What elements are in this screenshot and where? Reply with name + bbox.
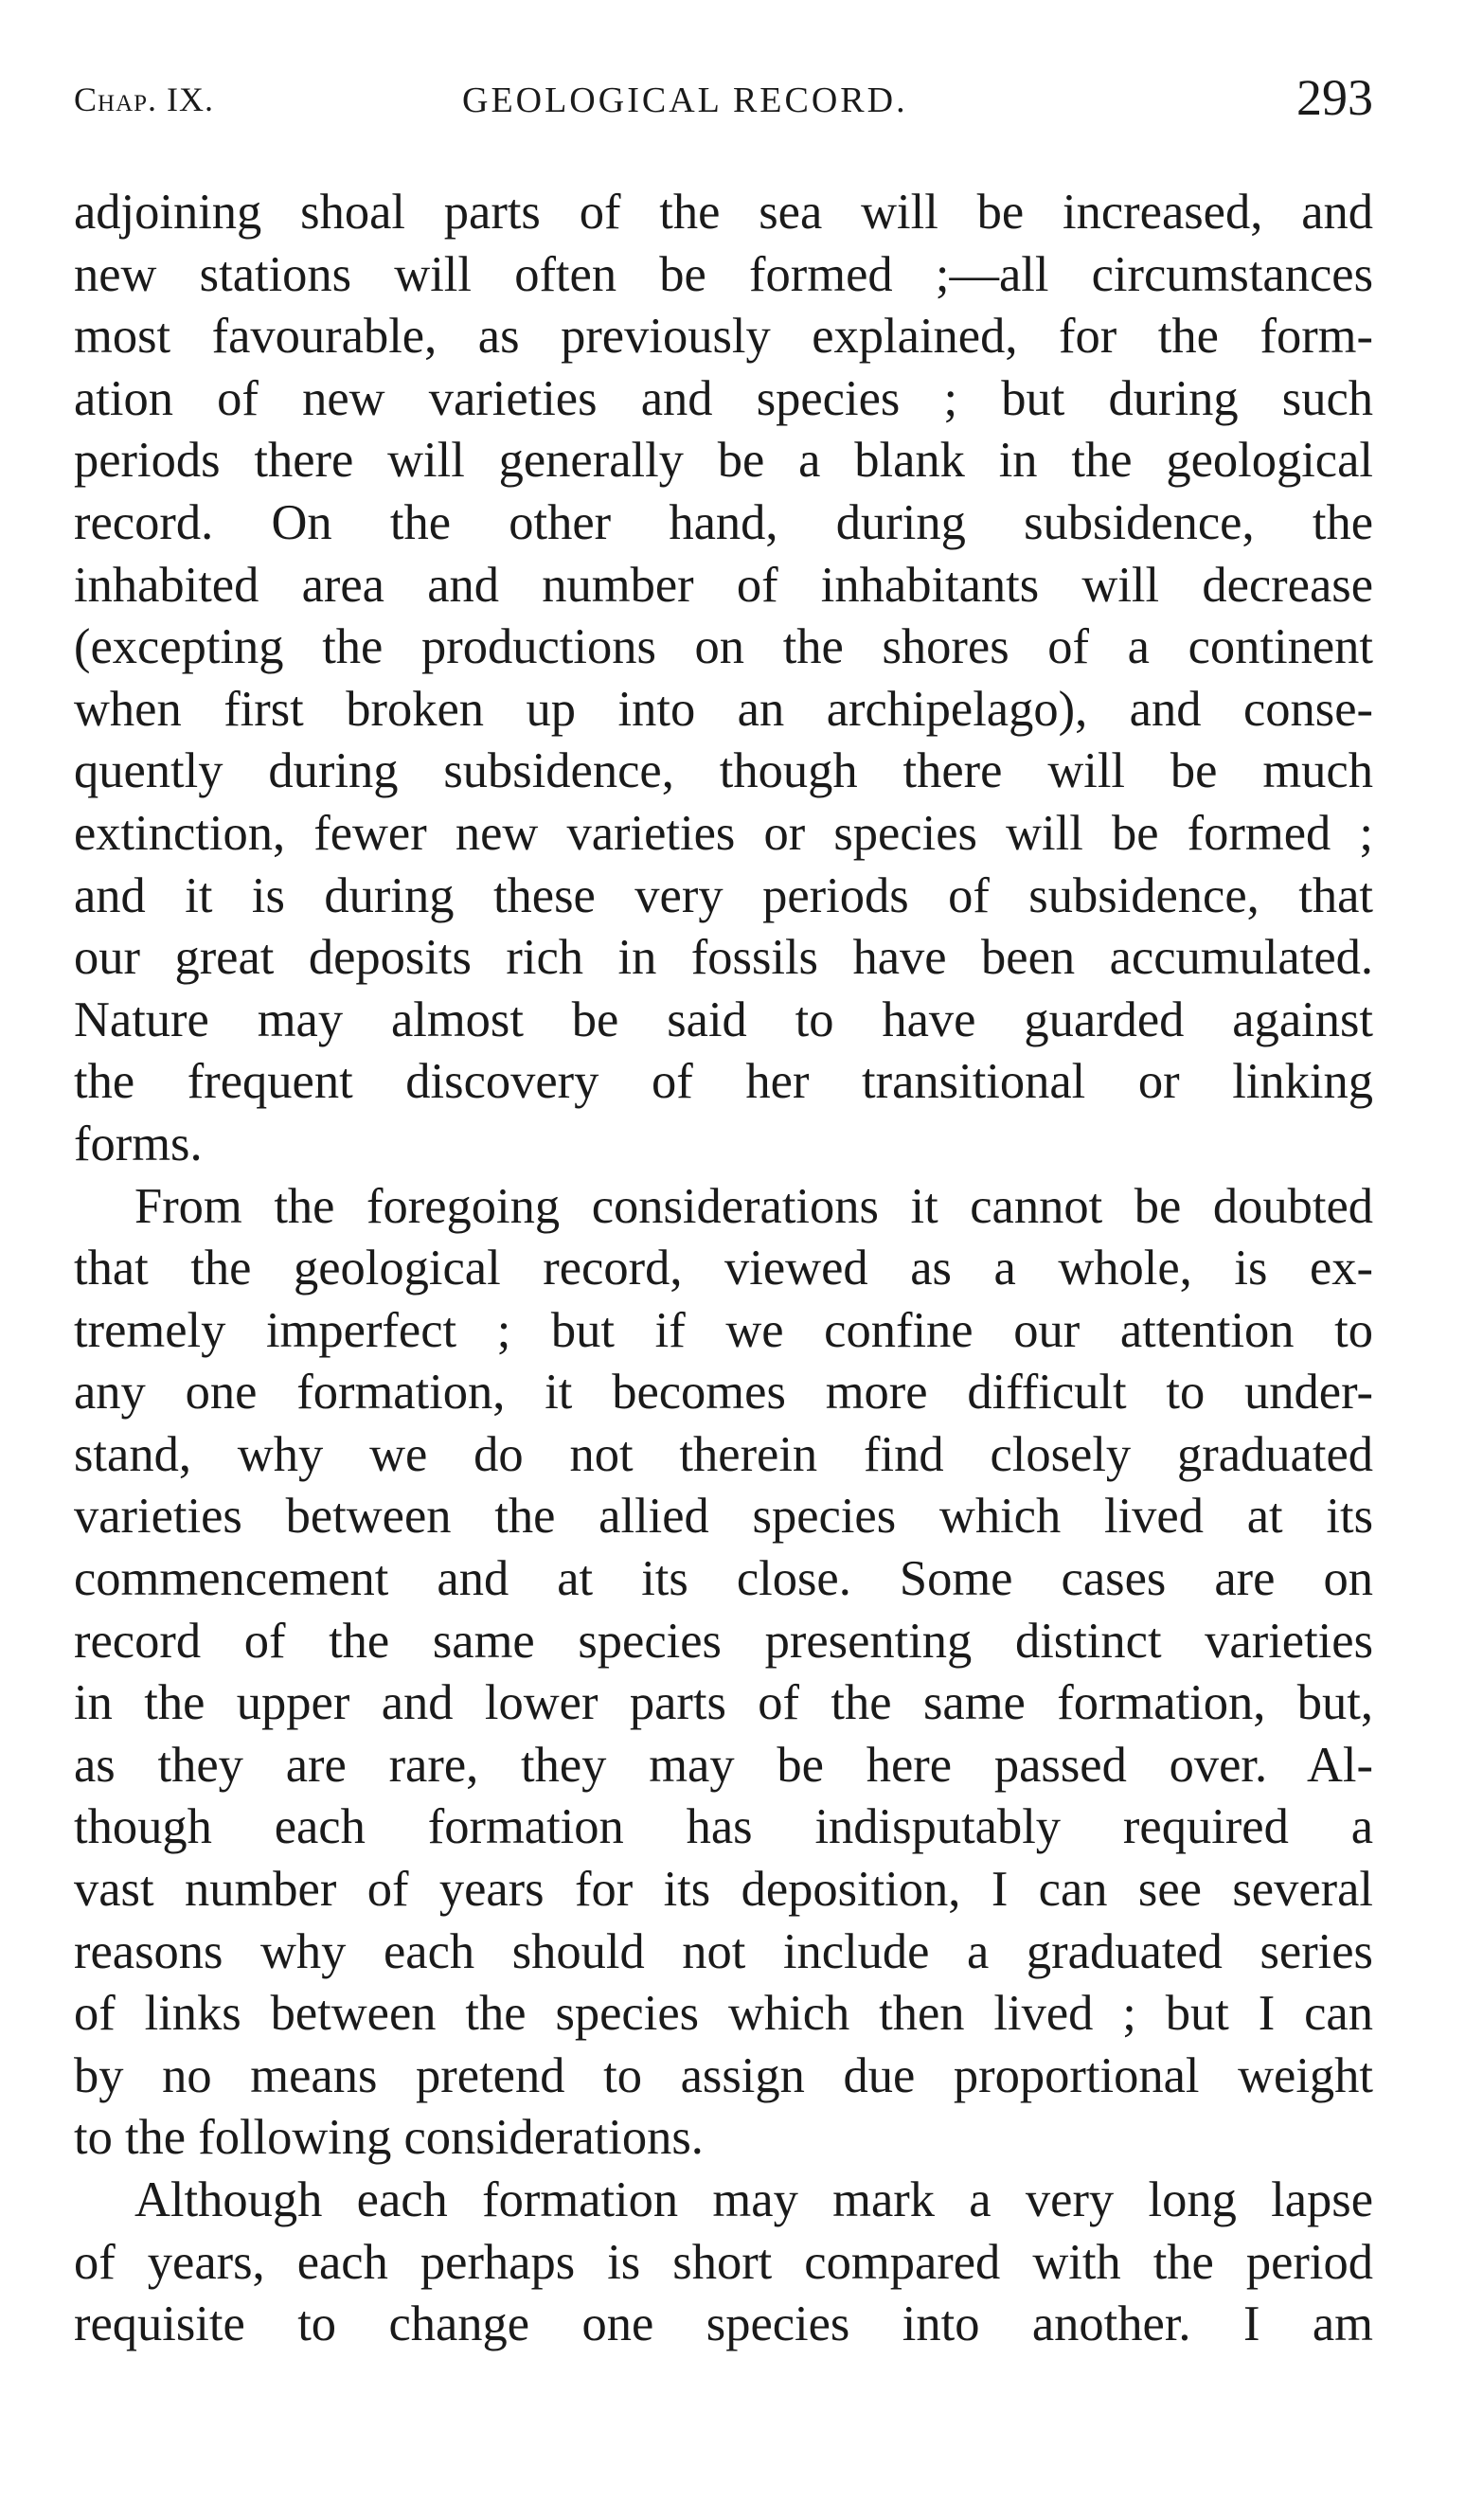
paragraph-3 [74,2170,1373,2356]
chapter-label: Chap. IX. [74,80,215,118]
text-line: From the foregoing considerations it cannot be doubted [134,1178,1373,1234]
text-line: forms. [74,1116,203,1171]
text-line: when first broken up into an archipelago), and conse- [74,681,1373,737]
text-line: of links between the species which then lived ; but I can [74,1986,1373,2042]
text-line: the frequent discovery of her transitional or linking [74,1054,1373,1110]
paragraph-2 [74,1176,1373,2171]
text-line: vast number of years for its deposition, I can see several [74,1862,1373,1918]
text-line: (excepting the productions on the shores of a continent [74,619,1373,675]
text-line: though each formation has indisputably required a [74,1799,1373,1855]
text-line: any one formation, it becomes more difficult to under- [74,1365,1373,1421]
text-line: as they are rare, they may be here passed over. Al- [74,1737,1373,1793]
text-line: Although each formation may mark a very long lapse [134,2172,1373,2227]
text-line: adjoining shoal parts of the sea will be increased, and [74,185,1373,240]
text-line: and it is during these very periods of subsidence, that [74,867,1373,923]
text-line: that the geological record, viewed as a whole, is ex- [74,1241,1373,1296]
text-line: commencement and at its close. Some cases are on [74,1551,1373,1607]
running-title: GEOLOGICAL RECORD. [462,80,908,120]
text-line: Nature may almost be said to have guarded against [74,992,1373,1047]
text-line: ation of new varieties and species ; but during such [74,370,1373,426]
paragraph-1 [74,182,1373,1176]
text-line: reasons why each should not include a graduated series [74,1923,1373,1979]
text-line: new stations will often be formed ;—all circumstances [74,246,1373,302]
text-line: record. On the other hand, during subsidence, the [74,494,1373,550]
text-line: of years, each perhaps is short compared with the period [74,2234,1373,2290]
body-text [74,182,1373,2356]
text-line: stand, why we do not therein find closely graduated [74,1426,1373,1482]
running-head [74,69,1373,140]
text-line: varieties between the allied species which lived at its [74,1489,1373,1545]
text-line: by no means pretend to assign due proportional weight [74,2047,1373,2103]
text-line: requisite to change one species into another. I am [74,2297,1373,2352]
text-line: inhabited area and number of inhabitants will decrease [74,557,1373,613]
text-line: our great deposits rich in fossils have been accumulated. [74,930,1373,986]
text-line: to the following considerations. [74,2110,704,2166]
text-line: periods there will generally be a blank in the geological [74,433,1373,489]
text-line: tremely imperfect ; but if we confine our attention to [74,1302,1373,1358]
text-line: most favourable, as previously explained, for the form- [74,309,1373,365]
text-line: quently during subsidence, though there will be much [74,743,1373,799]
page-number: 293 [1296,69,1373,126]
text-line: in the upper and lower parts of the same formation, but, [74,1675,1373,1731]
text-line: extinction, fewer new varieties or species will be formed ; [74,805,1373,861]
text-line: record of the same species presenting distinct varieties [74,1613,1373,1669]
